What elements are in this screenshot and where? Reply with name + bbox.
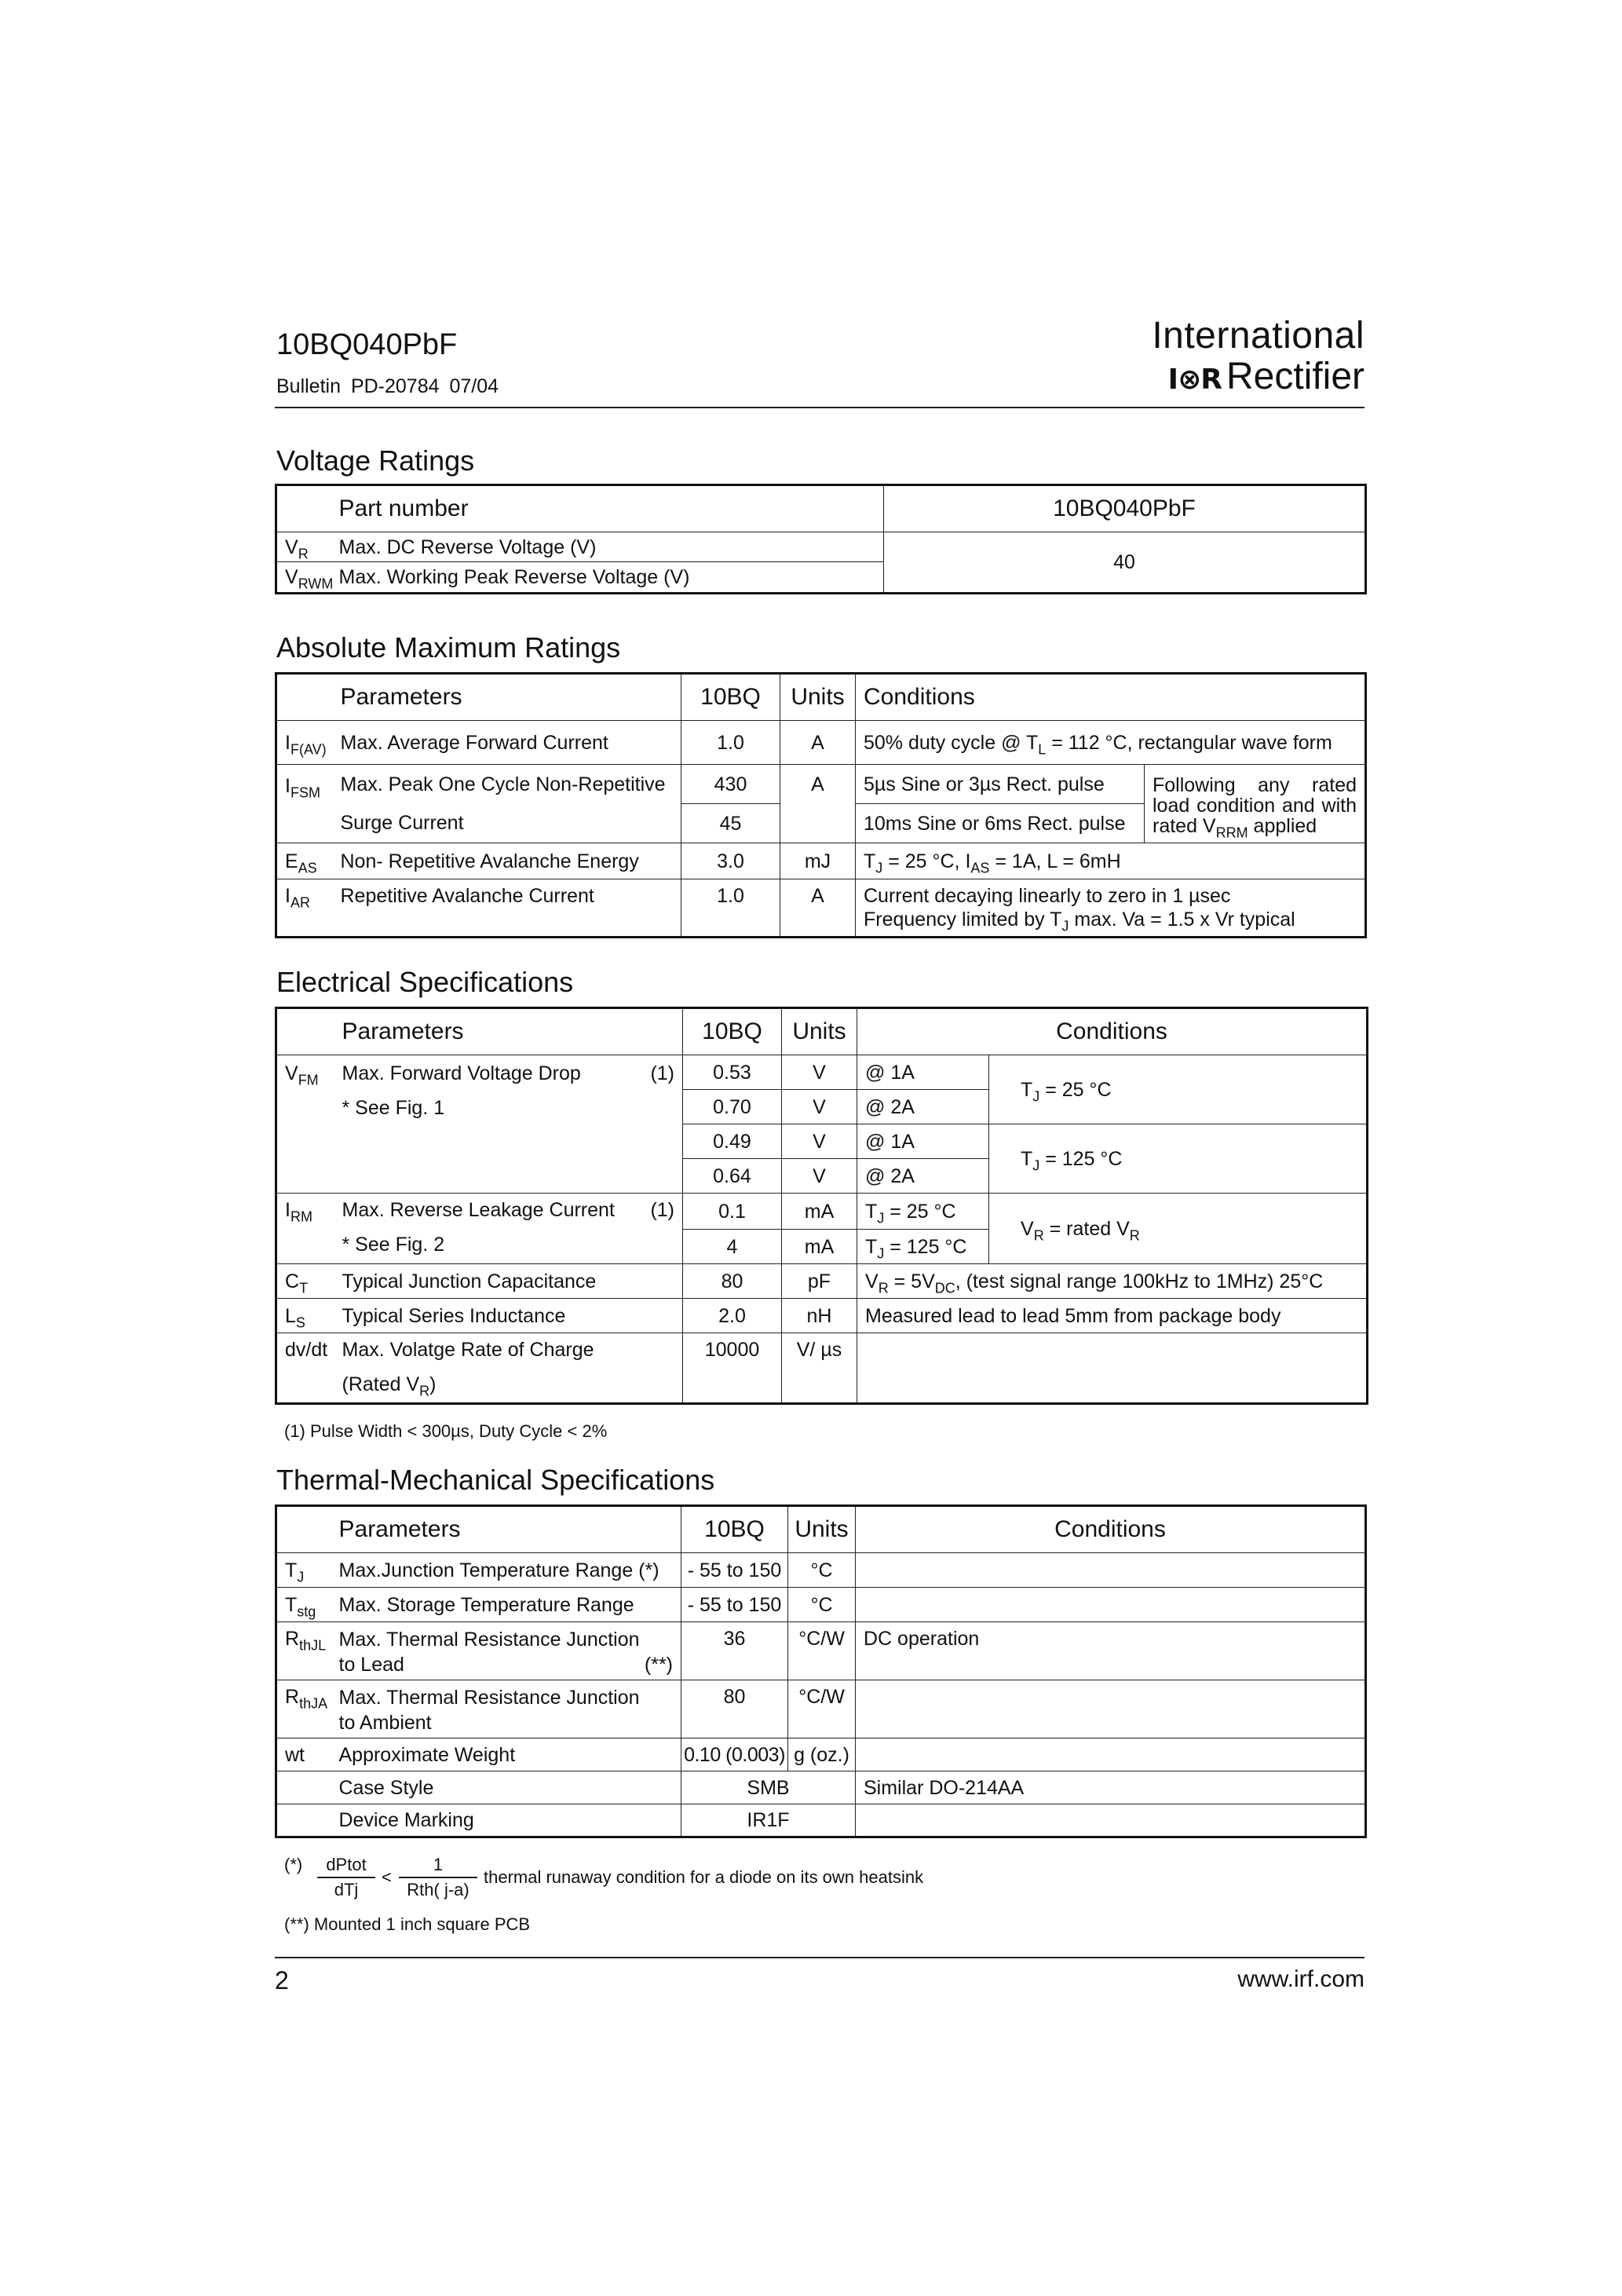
formula-bar-left — [317, 1877, 375, 1878]
abs-eas-value: 3.0 — [681, 843, 780, 879]
elec-irm-unit: mA — [782, 1194, 857, 1230]
section-title-absolute: Absolute Maximum Ratings — [276, 631, 621, 664]
absolute-ratings-table — [275, 672, 1367, 938]
abs-iar-desc: Repetitive Avalanche Current — [333, 879, 681, 938]
abs-ifav-symbol: $I_{F(AV)}$ — [276, 721, 333, 765]
formula-bar-right — [399, 1877, 477, 1878]
thermal-rthja-cond — [856, 1680, 1366, 1738]
abs-ifsm-cond2: 10ms Sine or 6ms Rect. pulse — [856, 804, 1145, 843]
elec-header-part: 10BQ — [683, 1008, 782, 1055]
voltage-row-symbol: $V_{RWM}$ — [276, 562, 331, 594]
elec-irm-cond: $T_J = 25$ °C — [857, 1194, 989, 1230]
abs-header-params: Parameters — [333, 674, 681, 721]
elec-irm-vr: $V_R$ = rated $V_R$ — [989, 1194, 1368, 1264]
abs-ifsm-unit: A — [780, 765, 856, 843]
thermal-tstg-desc: Max. Storage Temperature Range — [331, 1588, 681, 1622]
thermal-case-value: SMB — [681, 1771, 856, 1804]
abs-eas-unit: mJ — [780, 843, 856, 879]
elec-vfm-cond: @ 2A — [857, 1090, 989, 1124]
elec-vfm-unit: V — [782, 1124, 857, 1159]
elec-irm-value: 0.1 — [683, 1194, 782, 1230]
thermal-tstg-unit: °C — [788, 1588, 856, 1622]
abs-ifav-value: 1.0 — [681, 721, 780, 765]
elec-dvdt-desc: Max. Volatge Rate of Charge (Rated $V_R$) — [334, 1333, 683, 1404]
elec-header-units: Units — [782, 1008, 857, 1055]
formula-num-right: 1 — [433, 1855, 444, 1874]
elec-dvdt-symbol: dv/dt — [276, 1333, 334, 1404]
thermal-wt-desc: Approximate Weight — [331, 1738, 681, 1771]
formula-lt: < — [382, 1867, 392, 1887]
thermal-wt-unit: g (oz.) — [788, 1738, 856, 1771]
formula-den-right: Rth( j-a) — [407, 1880, 469, 1899]
logo-ior-mark: I⊗R — [1167, 364, 1222, 396]
thermal-tstg-symbol: $T_{stg}$ — [276, 1588, 331, 1622]
thermal-wt-cond — [856, 1738, 1366, 1771]
thermal-footnote-pcb: (**) Mounted 1 inch square PCB — [284, 1914, 531, 1934]
thermal-rthjl-symbol: $R_{thJL}$ — [276, 1622, 331, 1680]
abs-ifsm-cond1: 5µs Sine or 3µs Rect. pulse — [856, 765, 1145, 804]
elec-ls-condition: Measured lead to lead 5mm from package body — [857, 1299, 1368, 1333]
elec-ls-desc: Typical Series Inductance — [334, 1299, 683, 1333]
thermal-rthjl-cond: DC operation — [856, 1622, 1366, 1680]
thermal-rthja-desc: Max. Thermal Resistance Junction to Ambient — [331, 1680, 681, 1738]
footer-url-link[interactable]: www.irf.com — [1237, 1966, 1364, 1992]
abs-ifsm-desc1: Max. Peak One Cycle Non-Repetitive — [333, 765, 681, 804]
thermal-wt-symbol: wt — [276, 1738, 331, 1771]
voltage-row-desc: Max. Working Peak Reverse Voltage (V) — [331, 562, 884, 594]
footer-rule — [275, 1957, 1364, 1958]
logo-line-rectifier: Rectifier — [1226, 356, 1364, 397]
header-rule — [275, 407, 1364, 408]
elec-dvdt-unit: V/ µs — [782, 1333, 857, 1404]
voltage-row-symbol: $V_R$ — [276, 532, 331, 562]
formula-text: thermal runaway condition for a diode on its own heatsink — [484, 1867, 924, 1887]
thermal-rthja-value: 80 — [681, 1680, 788, 1738]
thermal-rthjl-value: 36 — [681, 1622, 788, 1680]
abs-ifav-condition: 50% duty cycle @ $T_L = 112$ °C, rectangular wave form — [856, 721, 1366, 765]
elec-irm-desc: Max. Reverse Leakage Current (1) * See Fig. 2 — [334, 1194, 683, 1264]
elec-ct-value: 80 — [683, 1264, 782, 1299]
thermal-header-params: Parameters — [331, 1506, 681, 1553]
elec-vfm-unit: V — [782, 1090, 857, 1124]
elec-vfm-cond: @ 1A — [857, 1055, 989, 1090]
thermal-rthjl-unit: °C/W — [788, 1622, 856, 1680]
elec-vfm-tj-25: $T_J = 25$ °C — [989, 1055, 1368, 1124]
elec-irm-unit: mA — [782, 1230, 857, 1264]
formula-den-left: dTj — [334, 1880, 359, 1899]
voltage-header-part: Part number — [331, 485, 884, 532]
elec-vfm-unit: V — [782, 1159, 857, 1194]
abs-ifav-desc: Max. Average Forward Current — [333, 721, 681, 765]
voltage-row-desc: Max. DC Reverse Voltage (V) — [331, 532, 884, 562]
abs-eas-desc: Non- Repetitive Avalanche Energy — [333, 843, 681, 879]
abs-ifav-unit: A — [780, 721, 856, 765]
elec-ls-unit: nH — [782, 1299, 857, 1333]
thermal-rthja-symbol: $R_{thJA}$ — [276, 1680, 331, 1738]
part-number-title: 10BQ040PbF — [276, 328, 458, 361]
elec-vfm-value: 0.53 — [683, 1055, 782, 1090]
elec-ct-symbol: $C_T$ — [276, 1264, 334, 1299]
thermal-tstg-cond — [856, 1588, 1366, 1622]
thermal-tj-symbol: $T_J$ — [276, 1553, 331, 1588]
abs-header-part: 10BQ — [681, 674, 780, 721]
thermal-tstg-value: - 55 to 150 — [681, 1588, 788, 1622]
elec-vfm-cond: @ 1A — [857, 1124, 989, 1159]
elec-header-params: Parameters — [334, 1008, 683, 1055]
elec-header-conditions: Conditions — [857, 1008, 1368, 1055]
thermal-header-part: 10BQ — [681, 1506, 788, 1553]
voltage-ratings-table — [275, 484, 1367, 594]
elec-vfm-symbol: $V_{FM}$ — [276, 1055, 334, 1194]
abs-header-units: Units — [780, 674, 856, 721]
elec-irm-cond: $T_J = 125$ °C — [857, 1230, 989, 1264]
logo-line-international: International — [1152, 315, 1364, 356]
abs-ifsm-symbol: $I_{FSM}$ — [276, 765, 333, 843]
elec-vfm-cond: @ 2A — [857, 1159, 989, 1194]
thermal-header-conditions: Conditions — [856, 1506, 1366, 1553]
abs-iar-symbol: $I_{AR}$ — [276, 879, 333, 938]
section-title-thermal: Thermal-Mechanical Specifications — [276, 1464, 715, 1496]
elec-ls-symbol: $L_S$ — [276, 1299, 334, 1333]
thermal-case-cond: Similar DO-214AA — [856, 1771, 1366, 1804]
elec-vfm-value: 0.49 — [683, 1124, 782, 1159]
elec-irm-value: 4 — [683, 1230, 782, 1264]
thermal-tj-unit: °C — [788, 1553, 856, 1588]
abs-ifsm-value1: 430 — [681, 765, 780, 804]
elec-ct-desc: Typical Junction Capacitance — [334, 1264, 683, 1299]
voltage-header-value: 10BQ040PbF — [884, 485, 1366, 532]
abs-eas-symbol: $E_{AS}$ — [276, 843, 333, 879]
elec-vfm-value: 0.70 — [683, 1090, 782, 1124]
elec-ls-value: 2.0 — [683, 1299, 782, 1333]
abs-iar-condition: Current decaying linearly to zero in 1 µsec Frequency limited by $T_J$ max. Va = 1.5 x Vr typical — [856, 879, 1366, 938]
thermal-specs-table — [275, 1504, 1367, 1838]
thermal-header-units: Units — [788, 1506, 856, 1553]
elec-vfm-unit: V — [782, 1055, 857, 1090]
thermal-tj-desc: Max.Junction Temperature Range (*) — [331, 1553, 681, 1588]
abs-ifsm-desc2: Surge Current — [333, 804, 681, 843]
elec-ct-condition: $V_R = 5V_{DC}$, (test signal range 100kHz to 1MHz) 25°C — [857, 1264, 1368, 1299]
abs-header-conditions: Conditions — [856, 674, 1366, 721]
company-logo — [1137, 316, 1364, 400]
thermal-tj-cond — [856, 1553, 1366, 1588]
elec-vfm-tj-125: $T_J = 125$ °C — [989, 1124, 1368, 1194]
electrical-specs-table — [275, 1007, 1368, 1405]
thermal-case-desc: Case Style — [331, 1771, 681, 1804]
voltage-value: 40 — [884, 532, 1366, 594]
thermal-marking-cond — [856, 1804, 1366, 1837]
elec-irm-symbol: $I_{RM}$ — [276, 1194, 334, 1264]
thermal-rthjl-desc: Max. Thermal Resistance Junction to Lead (**) — [331, 1622, 681, 1680]
abs-eas-condition: $T_J = 25$ °C, $I_{AS} = 1A$, L = 6mH — [856, 843, 1366, 879]
abs-ifsm-value2: 45 — [681, 804, 780, 843]
abs-iar-value: 1.0 — [681, 879, 780, 938]
page-number: 2 — [275, 1966, 289, 1994]
thermal-rthja-unit: °C/W — [788, 1680, 856, 1738]
abs-ifsm-side-note: Following any rated load condition and with rated $V_{RRM}$ applied — [1145, 765, 1366, 843]
elec-vfm-desc: Max. Forward Voltage Drop (1) * See Fig. 1 — [334, 1055, 683, 1194]
thermal-tj-value: - 55 to 150 — [681, 1553, 788, 1588]
electrical-footnote: (1) Pulse Width < 300µs, Duty Cycle < 2% — [284, 1421, 608, 1441]
elec-vfm-value: 0.64 — [683, 1159, 782, 1194]
thermal-marking-value: IR1F — [681, 1804, 856, 1837]
thermal-marking-desc: Device Marking — [331, 1804, 681, 1837]
formula-num-left: dPtot — [326, 1855, 367, 1874]
section-title-electrical: Electrical Specifications — [276, 966, 574, 998]
elec-dvdt-value: 10000 — [683, 1333, 782, 1404]
formula-mark: (*) — [284, 1855, 303, 1874]
bulletin-line: Bulletin PD-20784 07/04 — [276, 375, 499, 397]
thermal-wt-value: 0.10 (0.003) — [681, 1738, 788, 1771]
elec-ct-unit: pF — [782, 1264, 857, 1299]
abs-iar-unit: A — [780, 879, 856, 938]
section-title-voltage: Voltage Ratings — [276, 444, 475, 477]
